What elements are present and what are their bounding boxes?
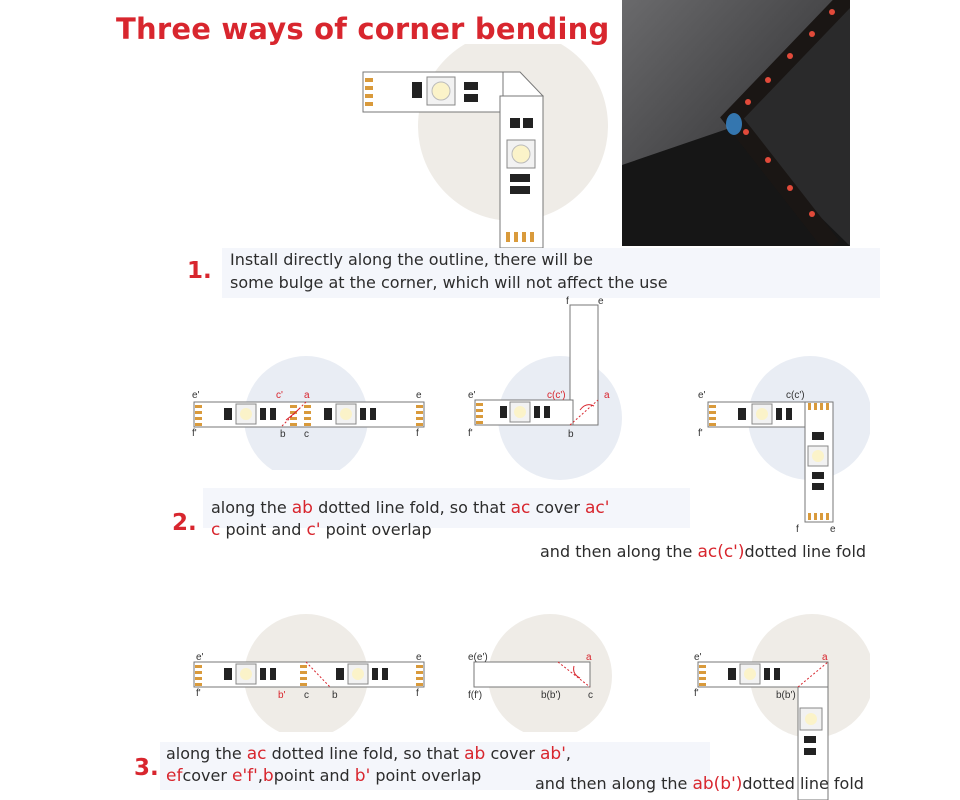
label-c-cprime: c(c') <box>786 390 805 401</box>
led-strip-vertical <box>500 96 543 248</box>
step-number-2: 2. <box>172 510 197 536</box>
led-strip-photo <box>622 0 850 246</box>
step3-diagram-flat-strip <box>186 612 436 732</box>
label-f-prime: f' <box>698 428 703 439</box>
label-e-bottom: e <box>830 524 836 535</box>
label-e-prime: e' <box>192 390 200 401</box>
step2-diagram-flat-strip <box>186 350 436 470</box>
step-number-3: 3. <box>134 755 159 781</box>
label-a: a <box>604 390 610 401</box>
label-b: b <box>332 690 338 701</box>
step1-line2: some bulge at the corner, which will not affect the use <box>230 273 668 292</box>
label-f: f <box>416 688 419 699</box>
label-f-bottom: f <box>796 524 799 535</box>
resistor-icon <box>412 82 422 98</box>
step2-line2: c point and c' point overlap <box>211 520 432 540</box>
label-b: b <box>568 429 574 440</box>
step2-line1: along the ab dotted line fold, so that ac cover ac' <box>211 498 610 518</box>
label-c: c <box>304 690 309 701</box>
label-b: b <box>280 429 286 440</box>
label-c: c <box>588 690 593 701</box>
label-a: a <box>304 390 310 401</box>
label-b-bprime: b(b') <box>541 690 561 701</box>
step2-line3: and then along the ac(c')dotted line fold <box>540 542 867 562</box>
label-f-top: f <box>566 296 569 307</box>
step3-diagram-l-shape <box>690 612 870 800</box>
label-e-prime: e' <box>694 652 702 663</box>
label-c-prime: c' <box>276 390 283 401</box>
step1-line1: Install directly along the outline, there will be <box>230 250 593 269</box>
label-e-prime: e' <box>468 390 476 401</box>
label-c: c <box>304 429 309 440</box>
label-f-prime: f' <box>468 428 473 439</box>
step3-diagram-half-fold <box>470 612 630 732</box>
page-title: Three ways of corner bending <box>116 12 610 46</box>
label-e: e <box>416 652 422 663</box>
step3-line1: along the ac dotted line fold, so that ab cover ab', <box>166 744 571 764</box>
label-f-fprime: f(f') <box>468 690 483 701</box>
label-a: a <box>586 652 592 663</box>
label-c-cprime: c(c') <box>547 390 566 401</box>
label-e-top: e <box>598 296 604 307</box>
label-f-prime: f' <box>196 688 201 699</box>
label-e-prime: e' <box>196 652 204 663</box>
label-f-prime: f' <box>694 688 699 699</box>
label-e-eprime: e(e') <box>468 652 488 663</box>
label-e-prime: e' <box>698 390 706 401</box>
label-f-prime: f' <box>192 428 197 439</box>
step3-line3: and then along the ab(b')dotted line fold <box>535 774 864 794</box>
label-f: f <box>416 428 419 439</box>
label-a: a <box>822 652 828 663</box>
step-number-1: 1. <box>187 258 212 284</box>
label-e: e <box>416 390 422 401</box>
corner-bend-diagram-1 <box>360 44 620 254</box>
step2-diagram-l-shape <box>700 350 870 530</box>
label-b-bprime: b(b') <box>776 690 796 701</box>
step3-line2: efcover e'f',bpoint and b' point overlap <box>166 766 482 786</box>
label-b-prime: b' <box>278 690 286 701</box>
